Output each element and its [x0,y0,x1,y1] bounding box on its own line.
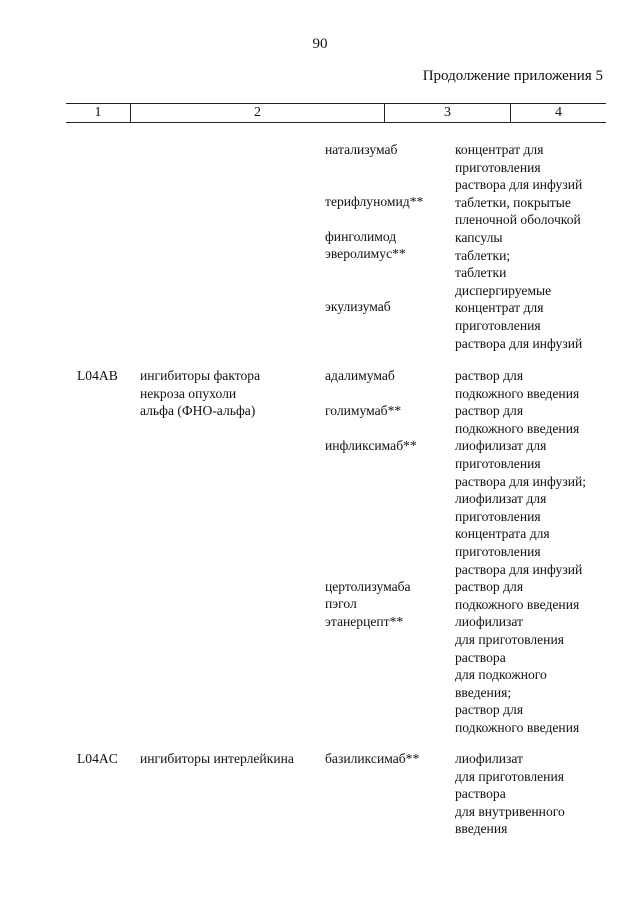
atc-code: L04AB [77,368,118,383]
drug-name: базиликсимаб** [325,751,420,766]
table-header-row [66,103,606,123]
dosage-form-line: раствор для [455,579,524,595]
dosage-form-line: подкожного введения [455,596,580,612]
dosage-form-line: приготовления [455,318,541,333]
drug-name: эверолимус** [325,246,406,261]
dosage-form-line: лиофилизат для [455,438,547,454]
group-name-line: ингибиторы интерлейкина [140,751,294,766]
continuation-label: Продолжение приложения 5 [422,68,603,84]
dosage-form-line: раствора для инфузий [455,177,583,193]
dosage-form-line: раствора для инфузий [455,335,583,351]
header-col-3: 3 [444,105,451,120]
dosage-form-line: таблетки [455,265,507,281]
drug-name: натализумаб [325,142,398,157]
dosage-form-line: раствора [455,649,506,665]
dosage-form-line: введения [455,821,508,837]
drug-name: цертолизумаба [325,579,411,594]
dosage-form-line: таблетки; [455,247,511,263]
drug-name: адалимумаб [325,368,395,383]
header-col-4: 4 [555,105,562,120]
drug-name: инфликсимаб** [325,438,417,453]
dosage-form-line: раствора для инфузий; [455,473,587,489]
dosage-form-line: подкожного введения [455,420,580,436]
dosage-form-line: лиофилизат для [455,491,547,507]
drug-name: терифлуномид** [325,194,424,209]
dosage-form-line: подкожного введения [455,720,580,735]
dosage-form-line: введения; [455,684,512,700]
group-name-line: ингибиторы фактора [140,368,261,383]
dosage-form-line: таблетки, покрытые [455,194,571,210]
dosage-form-line: приготовления [455,456,541,471]
dosage-form-line: раствор для [455,702,524,718]
dosage-form-line: раствор для [455,403,524,419]
group-name-line: некроза опухоли [140,385,237,401]
dosage-form-line: раствор для [455,368,524,383]
dosage-form-line: капсулы [455,230,503,245]
drug-name: этанерцепт** [325,614,404,629]
header-col-2: 2 [254,105,261,120]
dosage-form-line: концентрат для [455,300,544,316]
dosage-form-line: концентрат для [455,142,544,157]
dosage-form-line: диспергируемые [455,282,552,298]
atc-code: L04AC [77,751,118,766]
drug-name: экулизумаб [325,299,391,314]
dosage-form-line: подкожного введения [455,385,580,401]
dosage-form-line: лиофилизат [455,751,523,766]
dosage-form-line: приготовления [455,544,541,559]
drug-name: пэгол [325,596,357,611]
dosage-form-line: раствора [455,786,506,802]
drug-name: финголимод [325,229,397,244]
dosage-form-line: концентрата для [455,526,550,542]
dosage-form-line: для подкожного [455,667,547,683]
header-col-1: 1 [94,105,102,120]
dosage-form-line: для внутривенного [455,803,565,819]
page-number: 90 [312,36,328,52]
dosage-form-line: для приготовления [455,768,564,784]
dosage-form-line: лиофилизат [455,614,523,630]
dosage-form-line: для приготовления [455,632,564,647]
dosage-form-line: пленочной оболочкой [455,212,581,228]
dosage-form-line: приготовления [455,159,541,175]
dosage-form-line: приготовления [455,508,541,524]
group-name-line: альфа (ФНО-альфа) [140,403,256,419]
drug-name: голимумаб** [325,403,402,418]
dosage-form-line: раствора для инфузий [455,561,583,577]
